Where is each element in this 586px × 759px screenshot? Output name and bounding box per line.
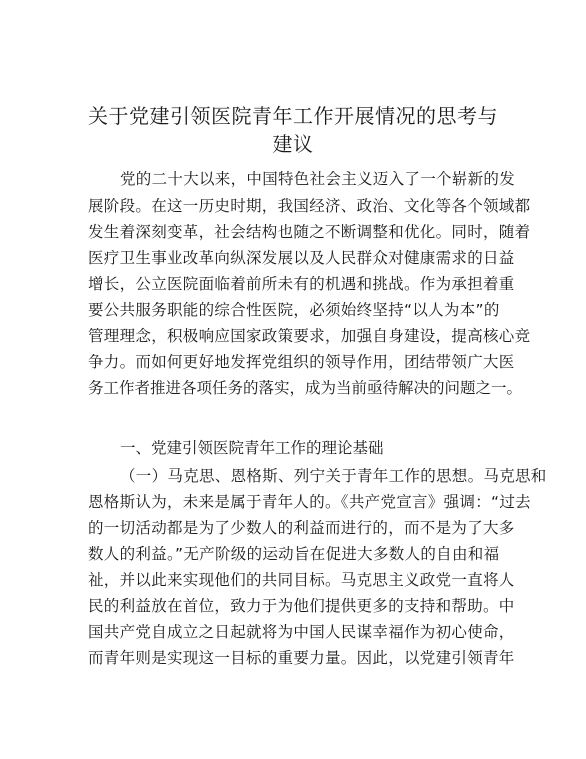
section-line: 而青年则是实现这一目标的重要力量。因此，以党建引领青年 (88, 649, 515, 667)
section-line: 数人的利益。”无产阶级的运动旨在促进大多数人的自由和福 (88, 545, 500, 563)
section-line: 民的利益放在首位，致力于为他们提供更多的支持和帮助。中 (88, 597, 515, 615)
section-line: （一）马克思、恩格斯、列宁关于青年工作的思想。马克思和 (120, 467, 547, 485)
section-line: 恩格斯认为，未来是属于青年人的。《共产党宣言》强调：“过去 (88, 493, 531, 511)
intro-line: 医疗卫生事业改革向纵深发展以及人民群众对健康需求的日益 (88, 249, 515, 267)
document-title-line-1: 关于党建引领医院青年工作开展情况的思考与 (88, 104, 498, 128)
intro-line: 管理理念，积极响应国家政策要求，加强自身建设，提高核心竞 (88, 327, 531, 345)
section-line: 国共产党自成立之日起就将为中国人民谋幸福作为初心使命， (88, 623, 515, 641)
intro-line: 争力。而如何更好地发挥党组织的领导作用，团结带领广大医 (88, 353, 515, 371)
intro-line: 要公共服务职能的综合性医院，必须始终坚持“以人为本”的 (88, 301, 500, 319)
section-heading: 一、党建引领医院青年工作的理论基础 (120, 439, 384, 457)
intro-line: 务工作者推进各项任务的落实，成为当前亟待解决的问题之一。 (88, 379, 523, 397)
document-title-line-2: 建议 (272, 132, 314, 156)
intro-line: 发生着深刻变革，社会结构也随之不断调整和优化。同时，随着 (88, 223, 531, 241)
section-line: 祉，并以此来实现他们的共同目标。马克思主义政党一直将人 (88, 571, 515, 589)
intro-line: 增长，公立医院面临着前所未有的机遇和挑战。作为承担着重 (88, 275, 515, 293)
intro-line: 党的二十大以来，中国特色社会主义迈入了一个崭新的发 (120, 170, 516, 188)
section-line: 的一切活动都是为了少数人的利益而进行的，而不是为了大多 (88, 519, 515, 537)
intro-line: 展阶段。在这一历史时期，我国经济、政治、文化等各个领域都 (88, 197, 531, 215)
